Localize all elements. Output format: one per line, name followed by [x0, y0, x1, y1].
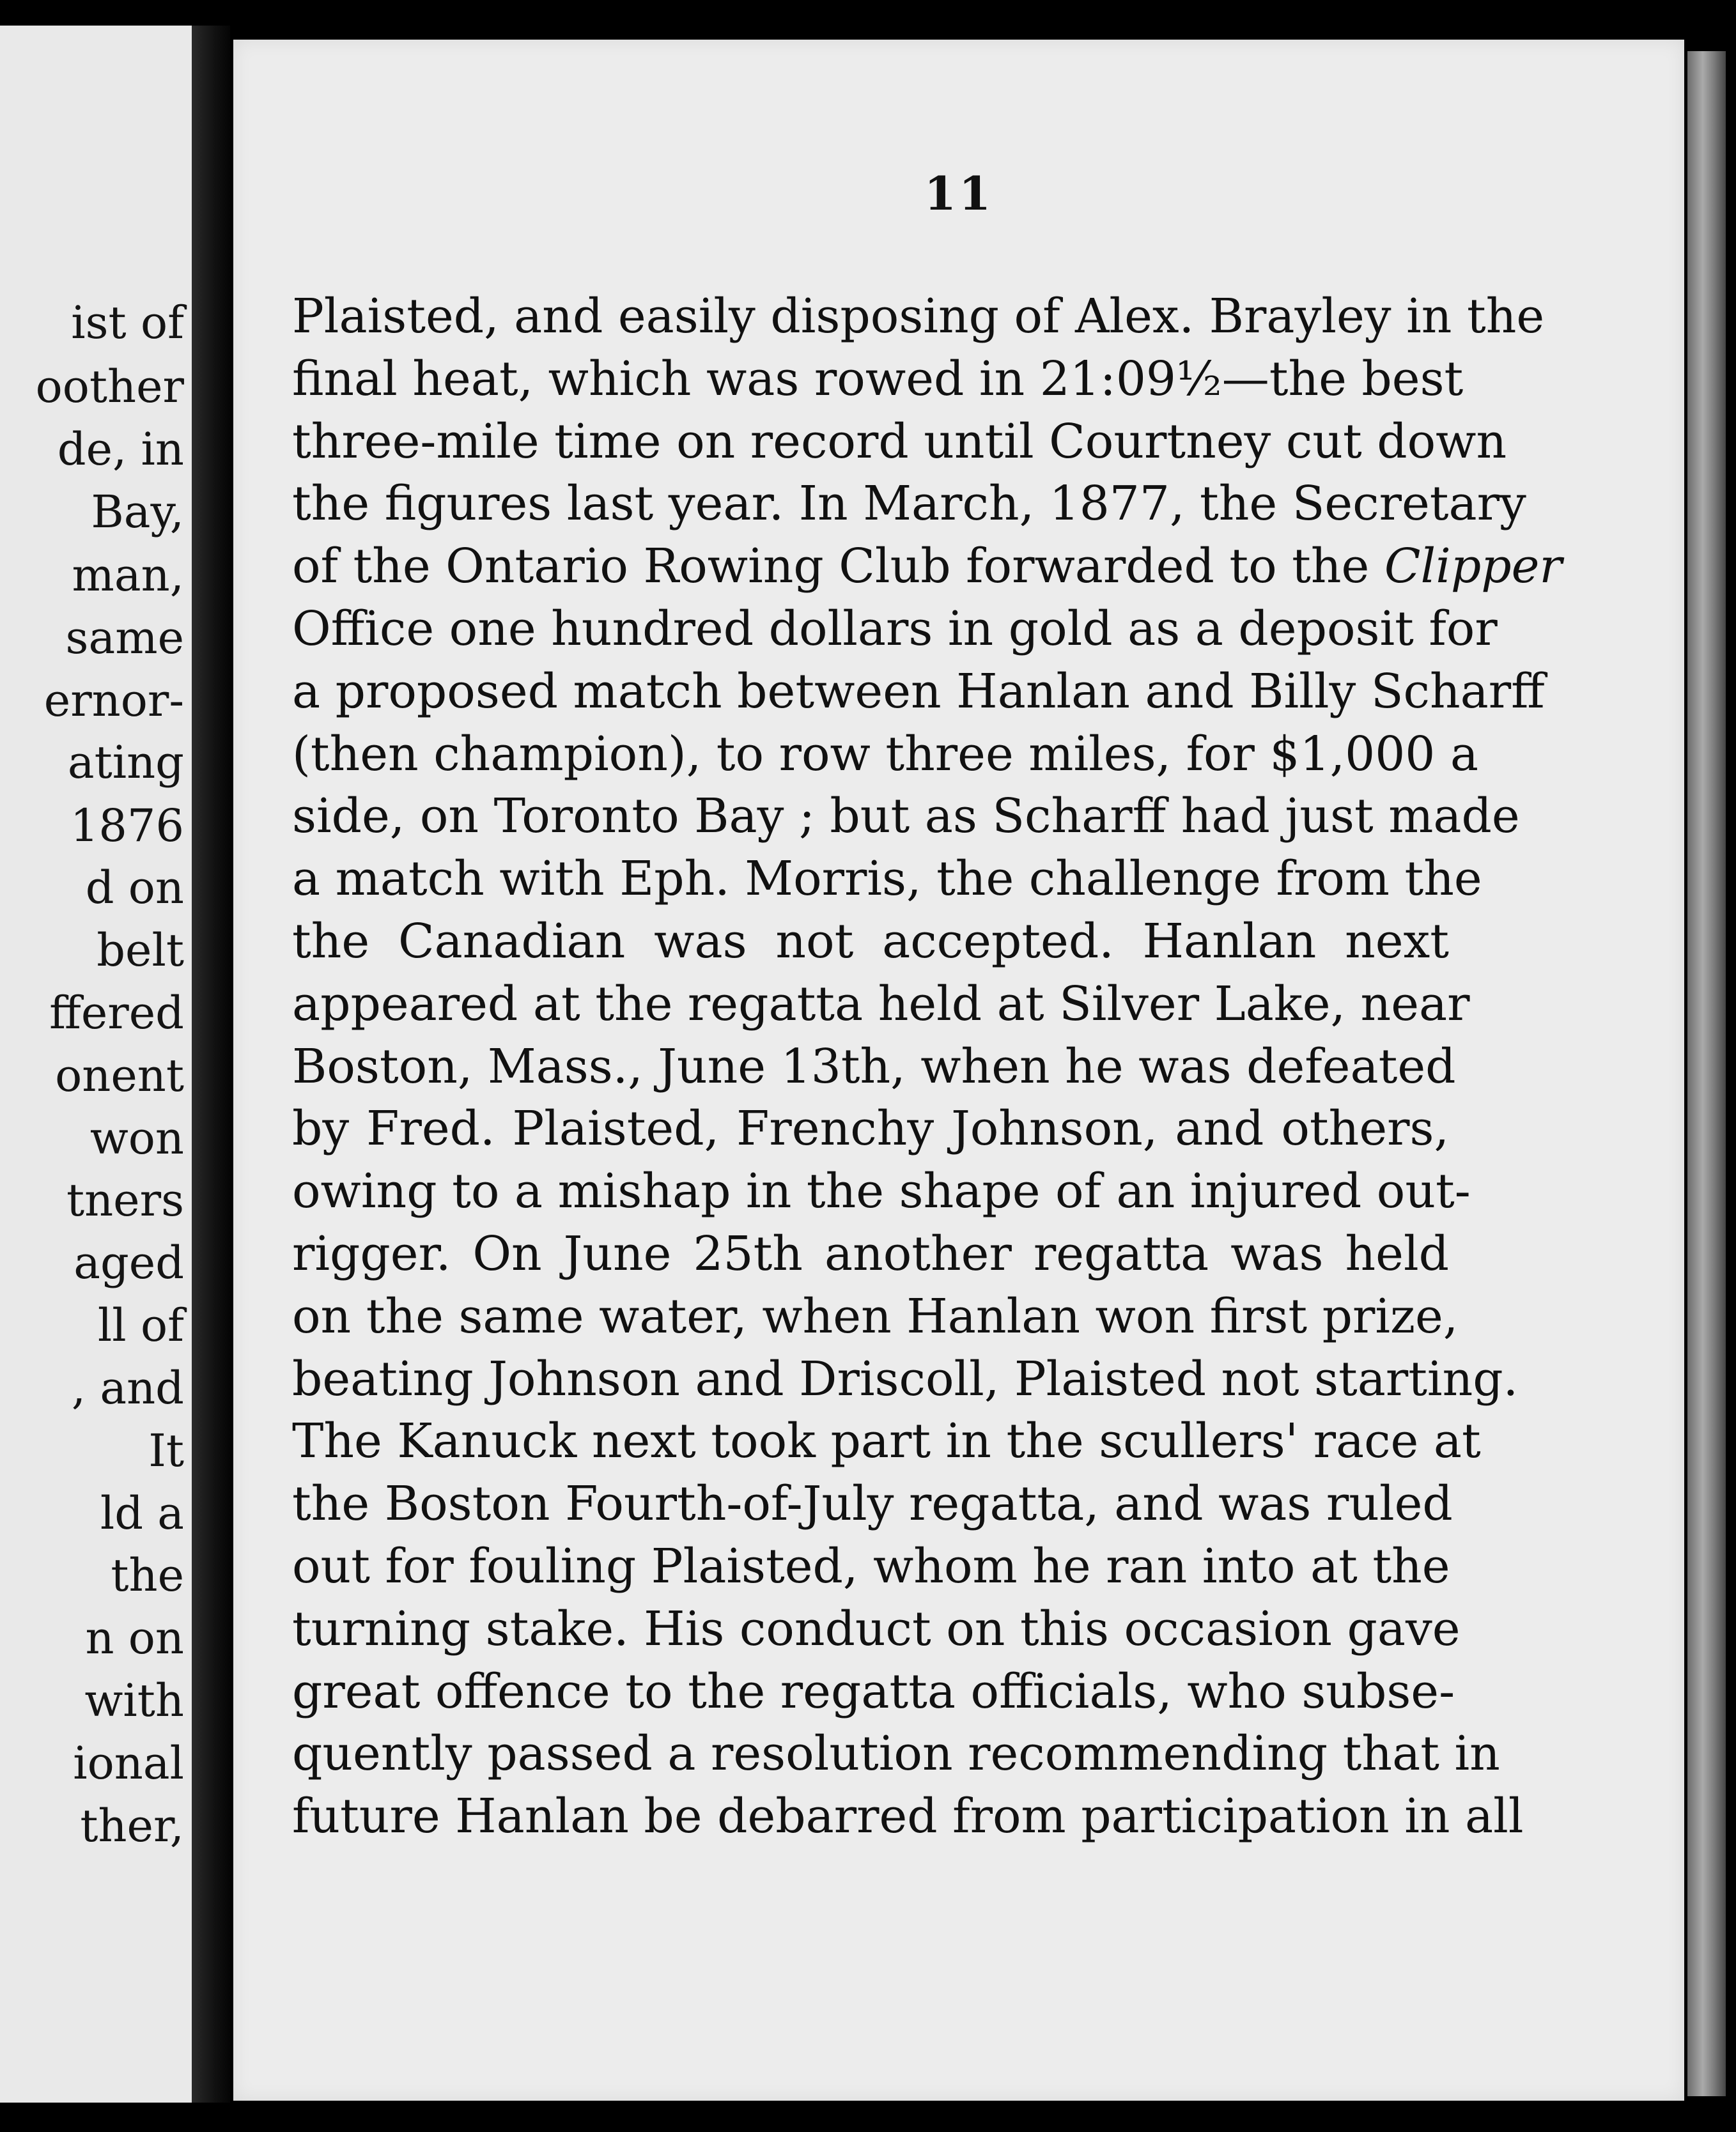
- book-page: [233, 40, 1684, 2101]
- left-page-line: tners: [66, 1174, 184, 1226]
- italic-title: Clipper: [1384, 539, 1562, 594]
- text-line: quently passed a resolution recommending that in: [292, 1726, 1500, 1781]
- text-line: (then champion), to row three miles, for $1,000 a: [292, 727, 1478, 782]
- left-page-line: belt: [97, 924, 184, 977]
- text-line: a proposed match between Hanlan and Billy Scharff: [292, 664, 1545, 719]
- left-page-line: man,: [72, 549, 184, 601]
- text-line: Boston, Mass., June 13th, when he was defeated: [292, 1039, 1456, 1094]
- text-line: by Fred. Plaisted, Frenchy Johnson, and others,: [292, 1101, 1449, 1156]
- left-page-line: ist of: [71, 297, 184, 349]
- text-line: three-mile time on record until Courtney cut down: [292, 414, 1507, 469]
- left-page-line: ernor-: [43, 674, 184, 727]
- left-page-line: It: [148, 1425, 184, 1477]
- text-line: Plaisted, and easily disposing of Alex. Brayley in the: [292, 289, 1545, 344]
- text-line: on the same water, when Hanlan won first prize,: [292, 1289, 1459, 1344]
- text-line: final heat, which was rowed in 21:09½—the best: [292, 351, 1464, 406]
- left-page-line: won: [89, 1112, 184, 1164]
- film-speck: [1446, 14, 1455, 23]
- left-page-line: aged: [74, 1237, 184, 1289]
- left-page-line: ld a: [100, 1487, 184, 1540]
- left-page-line: with: [84, 1674, 184, 1727]
- text-line: the figures last year. In March, 1877, the Secretary: [292, 476, 1526, 531]
- film-speck: [5, 2109, 17, 2122]
- page-number: 11: [924, 166, 994, 220]
- left-page-line: ating: [67, 736, 184, 789]
- text-line: a match with Eph. Morris, the challenge from the: [292, 851, 1482, 906]
- page-edge: [1687, 51, 1726, 2096]
- text-line: side, on Toronto Bay ; but as Scharff had just made: [292, 789, 1520, 844]
- left-page-line: oother: [35, 360, 184, 413]
- text-line: out for fouling Plaisted, whom he ran into at the: [292, 1539, 1450, 1594]
- left-page-line: same: [65, 612, 184, 664]
- left-page-line: d on: [85, 861, 184, 914]
- left-page-line: 1876: [70, 800, 184, 852]
- left-page-line: Bay,: [91, 486, 184, 538]
- text-line: beating Johnson and Driscoll, Plaisted not starting.: [292, 1352, 1519, 1407]
- text-line: the Canadian was not accepted. Hanlan next: [292, 914, 1449, 969]
- text-line: of the Ontario Rowing Club forwarded to the Clipper: [292, 539, 1562, 594]
- left-page-line: , and: [71, 1362, 184, 1414]
- text-line: the Boston Fourth-of-July regatta, and was ruled: [292, 1476, 1453, 1531]
- text-line: appeared at the regatta held at Silver Lake, near: [292, 977, 1470, 1031]
- left-page-line: ther,: [80, 1800, 184, 1852]
- left-facing-page: [0, 26, 196, 2103]
- text-line: The Kanuck next took part in the scullers' race at: [292, 1414, 1481, 1469]
- text-line: turning stake. His conduct on this occasion gave: [292, 1602, 1461, 1657]
- left-page-line: ll of: [97, 1299, 184, 1352]
- left-page-line: ional: [73, 1737, 184, 1789]
- left-page-line: n on: [85, 1612, 184, 1664]
- left-page-line: onent: [55, 1049, 184, 1102]
- text-line: rigger. On June 25th another regatta was held: [292, 1226, 1449, 1281]
- text-line: owing to a mishap in the shape of an injured out-: [292, 1164, 1471, 1219]
- text-line: future Hanlan be debarred from participation in all: [292, 1789, 1524, 1844]
- book-gutter: [192, 26, 230, 2103]
- text-line: Office one hundred dollars in gold as a deposit for: [292, 601, 1498, 656]
- left-page-line: the: [111, 1549, 184, 1602]
- left-page-line: ffered: [49, 987, 184, 1039]
- text-line: great offence to the regatta officials, who subse-: [292, 1664, 1455, 1719]
- left-page-line: de, in: [57, 423, 184, 475]
